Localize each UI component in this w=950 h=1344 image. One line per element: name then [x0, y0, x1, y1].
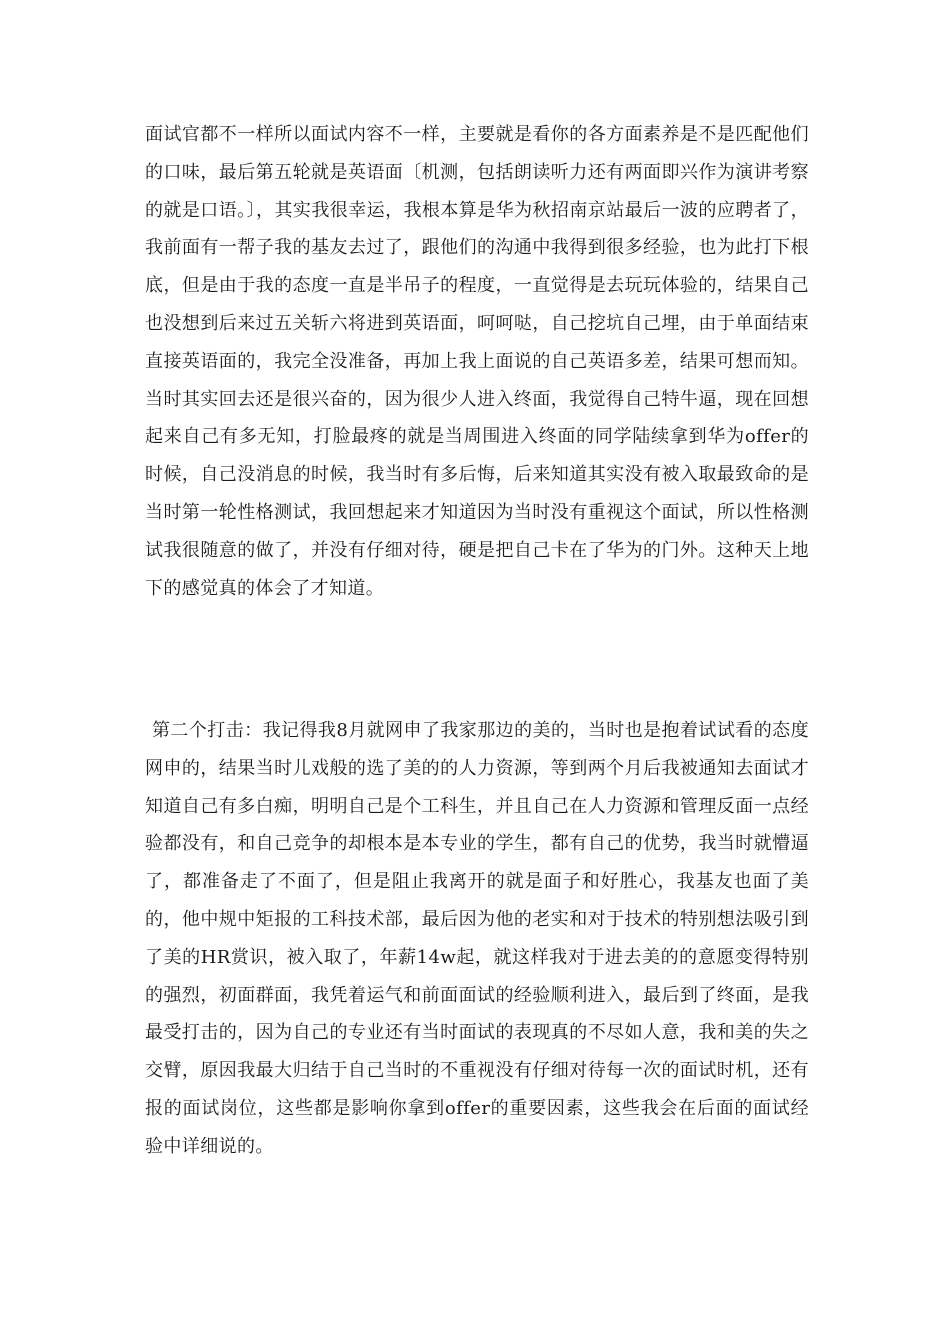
body-paragraph-2: 第二个打击：我记得我8月就网申了我家那边的美的，当时也是抱着试试看的态度网申的，结果当时儿戏般的选了美的的人力资源，等到两个月后我被通知去面试才知道自己有多白痴，明明自己是个工科生，并且自己在人力资源和管理反面一点经验都没有，和自己竞争的却根本是本专业的学生，都有自己的优势，我当时就懵逼了，都准备走了不面了，但是阻止我离开的就是面子和好胜心，我基友也面了美的，他中规中矩报的工科技术部，最后因为他的老实和对于技术的特别想法吸引到了美的HR赏识，被入取了，年薪14w起，就这样我对于进去美的的意愿变得特别的强烈，初面群面，我凭着运气和前面面试的经验顺利进入，最后到了终面，是我最受打击的，因为自己的专业还有当时面试的表现真的不尽如人意，我和美的失之交臂，原因我最大归结于自己当时的不重视没有仔细对待每一次的面试时机，还有报的面试岗位，这些都是影响你拿到offer的重要因素，这些我会在后面的面试经验中详细说的。: [145, 720, 809, 1157]
body-paragraph-1: 面试官都不一样所以面试内容不一样，主要就是看你的各方面素养是不是匹配他们的口味，最后第五轮就是英语面〔机测，包括朗读听力还有两面即兴作为演讲考察的就是口语。〕，其实我很幸运，我根本算是华为秋招南京站最后一波的应聘者了，我前面有一帮子我的基友去过了，跟他们的沟通中我得到很多经验，也为此打下根底，但是由于我的态度一直是半吊子的程度，一直觉得是去玩玩体验的，结果自己也没想到后来过五关斩六将进到英语面，呵呵哒，自己挖坑自己埋，由于单面结束直接英语面的，我完全没准备，再加上我上面说的自己英语多差，结果可想而知。当时其实回去还是很兴奋的，因为很少人进入终面，我觉得自己特牛逼，现在回想起来自己有多无知，打脸最疼的就是当周围进入终面的同学陆续拿到华为offer的时候，自己没消息的时候，我当时有多后悔，后来知道其实没有被入取最致命的是当时第一轮性格测试，我回想起来才知道因为当时没有重视这个面试，所以性格测试我很随意的做了，并没有仔细对待，硬是把自己卡在了华为的门外。这种天上地下的感觉真的体会了才知道。: [145, 124, 809, 599]
